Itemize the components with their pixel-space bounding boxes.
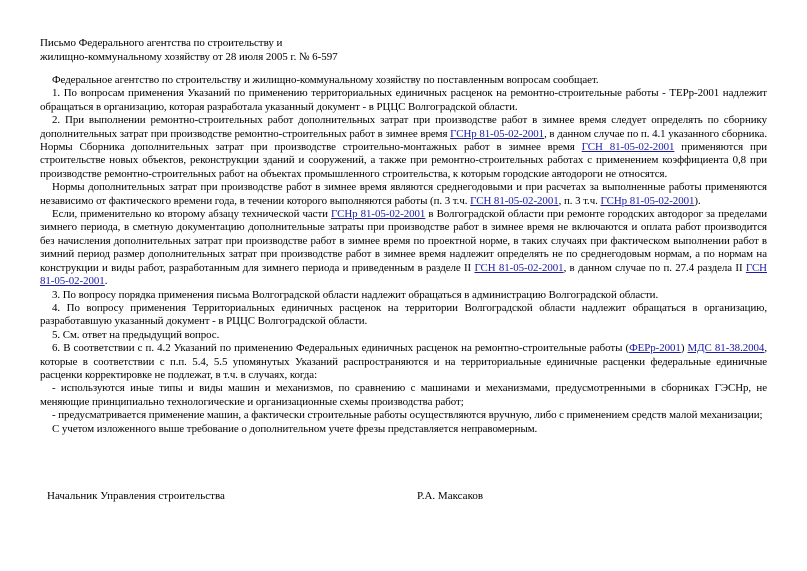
- link-gsn-81-05-02-2001[interactable]: ГСН 81-05-02-2001: [40, 261, 767, 288]
- paragraph-8: [40, 342, 767, 382]
- paragraph-6: 4. По вопросу применения Территориальных единичных расценок на территории Волгоградской области надлежит обращаться в организацию, разработавшую указанный документ - в РЦЦС Волгоградской области.: [40, 301, 767, 328]
- paragraph-8-text-3: , которые в соответствии с п.п. 5.4, 5.5 упомянутых Указаний распространяются и на территориальные единичные расценки федеральные единичные расценки корректировке не подлежат, в т.ч. в случаях, когда:: [40, 342, 768, 381]
- paragraph-2-text-1: 2. При выполнении ремонтно-строительных работ дополнительных затрат при производстве работ в зимнее время следует определять по сборнику дополнительных затрат при производстве ремонтно-строительных работ в зимнее время: [40, 114, 767, 140]
- paragraph-1: 1. По вопросам применения Указаний по применению территориальных единичных расценок на ремонтно-строительные работы - ТЕРр-2001 надлежит обращаться в организацию, которая разработала указанный документ - в РЦЦС Волгоградской области.: [40, 87, 767, 113]
- signer-name: Р.А. Максаков: [417, 490, 484, 502]
- intro-paragraph: Федеральное агентство по строительству и жилищно-коммунальному хозяйству по поставленным вопросам сообщает.: [52, 74, 599, 86]
- paragraph-3-text-1: Нормы дополнительных затрат при производстве работ в зимнее время являются среднегодовыми и при расчетах за выполненные работы применяются независимо от фактического времени года, в течении которого выполняются работы (п. 3 т.ч.: [40, 181, 767, 207]
- link-ferr-2001[interactable]: ФЕРр-2001: [629, 342, 681, 355]
- paragraph-8-text-1: 6. В соответствии с п. 4.2 Указаний по применению Федеральных единичных расценок на ремонтно-строительные работы (: [52, 342, 630, 355]
- link-gsnr-81-05-02-2001[interactable]: ГСНр 81-05-02-2001: [600, 194, 695, 207]
- paragraph-4-text-1: Если, применительно ко второму абзацу технической части: [52, 208, 332, 221]
- paragraph-3: [40, 181, 767, 208]
- paragraph-4-text-4: .: [104, 275, 108, 288]
- paragraph-3-text-3: ).: [694, 194, 701, 207]
- title-line-2: жилищно-коммунальному хозяйству от 28 июля 2005 г. № 6-597: [40, 51, 338, 63]
- paragraph-3-text-2: , п. 3 т.ч.: [558, 194, 601, 207]
- link-gsn-81-05-02-2001[interactable]: ГСН 81-05-02-2001: [474, 261, 564, 274]
- link-gsn-81-05-02-2001[interactable]: ГСН 81-05-02-2001: [581, 141, 675, 154]
- paragraph-4-text-2: в Волгоградской области при ремонте городских автодорог за пределами зимнего периода, в сметную документацию дополнительные затраты при производстве работ в зимнее время не включаются и оплата работ производится без начисления дополнительных затрат при производстве работ в зимнее время по проектной норме, в таких случаях при фактическом выполнении работ в зимний период размер дополнительных затрат при производстве работ в зимнее время надлежит определять не по среднегодовым нормам, а по нормам на конструкции и виды работ, разработанным для зимнего периода и приведенным в разделе II: [40, 208, 767, 274]
- title-line-1: Письмо Федерального агентства по строительству и: [40, 37, 283, 49]
- paragraph-4-text-3: , в данном случае по п. 27.4 раздела II: [563, 261, 746, 274]
- paragraph-8-text-2: ): [680, 342, 688, 355]
- link-gsnr-81-05-02-2001[interactable]: ГСНр 81-05-02-2001: [331, 208, 426, 221]
- paragraph-2-text-3: применяются при строительстве новых объектов, реконструкции зданий и сооружений, а также при ремонтно-строительных работах с применением коэффициента 0,8 при производстве ремонтно-строительных работ на объектах промышленного строительства, к которым городские автодороги не относятся.: [40, 141, 768, 180]
- document-body: [40, 36, 767, 436]
- paragraph-7: 5. См. ответ на предыдущий вопрос.: [52, 328, 220, 341]
- paragraph-5: 3. По вопросу порядка применения письма Волгоградской области надлежит обращаться в администрацию Волгоградской области.: [52, 288, 659, 301]
- document-title: [40, 36, 767, 64]
- signature-block: [47, 489, 547, 503]
- paragraph-2-text-2: , в данном случае по п. 4.1 указанного сборника. Нормы Сборника дополнительных затрат при производстве строительно-монтажных работ в зимнее время: [40, 127, 767, 154]
- paragraph-9: - используются иные типы и виды машин и механизмов, по сравнению с машинами и механизмами, предусмотренными в сборниках ГЭСНр, не меняющие принципиально технологические и организационные схемы производства работ;: [40, 382, 767, 408]
- link-gsnr-81-05-02-2001[interactable]: ГСНр 81-05-02-2001: [450, 127, 545, 140]
- link-gsn-81-05-02-2001[interactable]: ГСН 81-05-02-2001: [470, 194, 559, 207]
- paragraph-2: [40, 114, 767, 181]
- signer-position: Начальник Управления строительства: [47, 490, 225, 502]
- link-mds-81-38-2004[interactable]: МДС 81-38.2004: [687, 342, 765, 355]
- paragraph-10: - предусматривается применение машин, а фактически строительные работы осуществляются вручную, либо с применением средств малой механизации;: [52, 409, 763, 422]
- paragraph-11: С учетом изложенного выше требование о дополнительном учете фрезы представляется неправомерным.: [52, 422, 538, 435]
- paragraph-4: [40, 208, 767, 288]
